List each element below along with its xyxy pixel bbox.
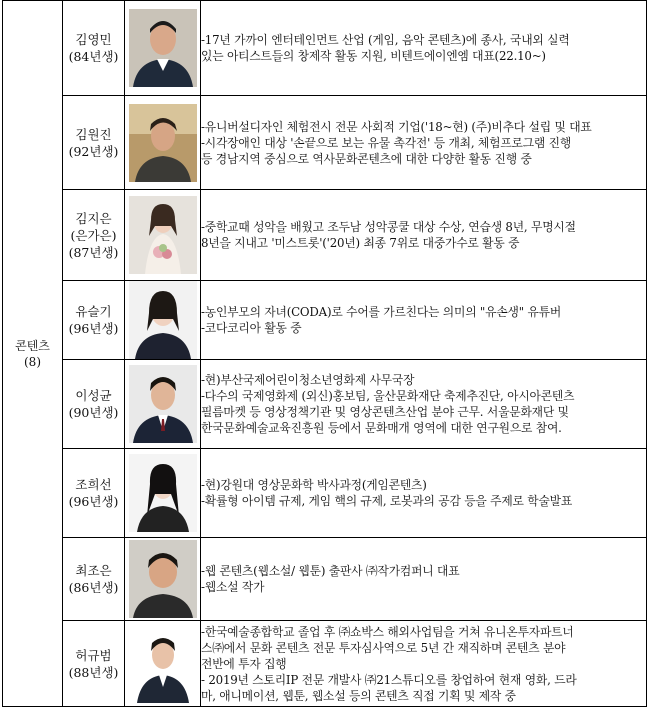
name-cell [63, 621, 125, 707]
person-birth: (88년생) [68, 664, 119, 680]
description-cell [201, 281, 647, 360]
person-name: 이성균 [75, 388, 112, 403]
table-row [3, 1, 647, 96]
description-line: -현)강원대 영상문화학 박사과정(게임콘텐츠) [201, 478, 427, 492]
photo-cell [125, 190, 201, 281]
description-line: -코다코리아 활동 중 [201, 321, 302, 335]
description-line: -시각장애인 대상 '손끝으로 보는 유물 촉각전' 등 개최, 체험프로그램 진행 [201, 135, 572, 150]
description-line: 등 경남지역 중심으로 역사문화콘텐츠에 대한 다양한 활동 진행 중 [201, 151, 532, 166]
description-line: 마, 애니메이션, 웹툰, 웹소설 등의 콘텐츠 직접 기획 및 제작 중 [201, 688, 516, 703]
person-birth: (은가은) [70, 227, 117, 243]
avatar [129, 9, 197, 87]
table-row [3, 96, 647, 190]
profile-table [2, 0, 647, 707]
photo-cell [125, 538, 201, 621]
description-line: - 2019년 스토리IP 전문 개발사 ㈜21스튜디오를 창업하여 현재 영화, 드라 [201, 672, 577, 687]
description-line: 8년을 지내고 '미스트롯'('20년) 최종 7위로 대중가수로 활동 중 [201, 236, 520, 250]
photo-cell [125, 621, 201, 707]
description-line: 있는 아티스트들의 창제작 활동 지원, 비텐트에이엔엠 대표(22.10~) [201, 49, 546, 63]
name-cell [63, 360, 125, 449]
table-row [3, 449, 647, 538]
description-line: -농인부모의 자녀(CODA)로 수어를 가르친다는 의미의 "유손생" 유튜버 [201, 305, 562, 319]
table-row [3, 190, 647, 281]
person-name: 김영민 [75, 32, 112, 47]
person-birth: (92년생) [68, 143, 119, 159]
description-line: -17년 가까이 엔터테인먼트 산업 (게임, 음악 콘텐츠)에 종사, 국내외 실력 [201, 33, 570, 47]
name-cell [63, 281, 125, 360]
person-name: 허규범 [75, 647, 112, 663]
description-cell [201, 96, 647, 190]
description-cell [201, 190, 647, 281]
person-name: 김원진 [75, 126, 112, 142]
person-name: 김지은 [75, 210, 112, 226]
photo-cell [125, 281, 201, 360]
category-count: (8) [24, 354, 41, 369]
name-cell [63, 1, 125, 96]
avatar [129, 196, 197, 274]
table-row [3, 281, 647, 360]
person-birth: (90년생) [68, 405, 119, 420]
description-line: -한국예술종합학교 졸업 후 ㈜쇼박스 해외사업팀을 거쳐 유니온투자파트너 [201, 624, 574, 639]
category-cell [3, 1, 63, 707]
photo-cell [125, 1, 201, 96]
description-line: -확률형 아이템 규제, 게임 핵의 규제, 로봇과의 공감 등을 주제로 학술발표 [201, 494, 573, 508]
category-label: 콘텐츠 [15, 338, 50, 353]
avatar [129, 540, 197, 618]
description-line: 필름마켓 등 영상정책기관 및 영상콘텐츠산업 분야 근무. 서울문화재단 및 [201, 405, 569, 419]
avatar [129, 281, 197, 359]
description-line: 한국문화예술교육진흥원 등에서 문화매개 영역에 대한 연구원으로 참여. [201, 421, 562, 435]
description-cell [201, 1, 647, 96]
table-row [3, 360, 647, 449]
person-birth: (84년생) [68, 49, 119, 64]
person-birth-year: (87년생) [68, 244, 119, 260]
person-name: 유슬기 [75, 304, 112, 319]
avatar [129, 454, 197, 532]
photo-cell [125, 449, 201, 538]
photo-cell [125, 96, 201, 190]
name-cell [63, 538, 125, 621]
description-cell [201, 360, 647, 449]
description-line: 전반에 투자 집행 [201, 656, 287, 671]
person-birth: (86년생) [68, 580, 119, 595]
description-line: -중학교때 성악을 배웠고 조두남 성악콩쿨 대상 수상, 연습생 8년, 무명시절 [201, 220, 576, 234]
photo-cell [125, 360, 201, 449]
description-line: -유니버설디자인 체험전시 전문 사회적 기업('18~현) (주)비추다 설립 및 대표 [201, 119, 592, 134]
description-line: 스㈜에서 문화 콘텐츠 전문 투자심사역으로 5년 간 재직하며 콘텐츠 분야 [201, 640, 566, 655]
person-name: 조희선 [75, 477, 112, 492]
description-line: -다수의 국제영화제 (외신)홍보팀, 울산문화재단 축제추진단, 아시아콘텐츠 [201, 389, 575, 403]
avatar [129, 104, 197, 182]
description-cell [201, 449, 647, 538]
description-line: -웹 콘텐츠(웹소설/ 웹툰) 출판사 ㈜작가컴퍼니 대표 [201, 564, 460, 578]
person-birth: (96년생) [68, 321, 119, 336]
name-cell [63, 190, 125, 281]
description-line: -현)부산국제어린이청소년영화제 사무국장 [201, 373, 415, 387]
description-line: -웹소설 작가 [201, 580, 265, 594]
name-cell [63, 96, 125, 190]
person-name: 최조은 [75, 563, 112, 578]
table-row [3, 621, 647, 707]
name-cell [63, 449, 125, 538]
avatar [129, 365, 197, 443]
avatar [129, 625, 197, 703]
description-cell [201, 538, 647, 621]
description-cell [201, 621, 647, 707]
table-row [3, 538, 647, 621]
person-birth: (96년생) [68, 494, 119, 509]
